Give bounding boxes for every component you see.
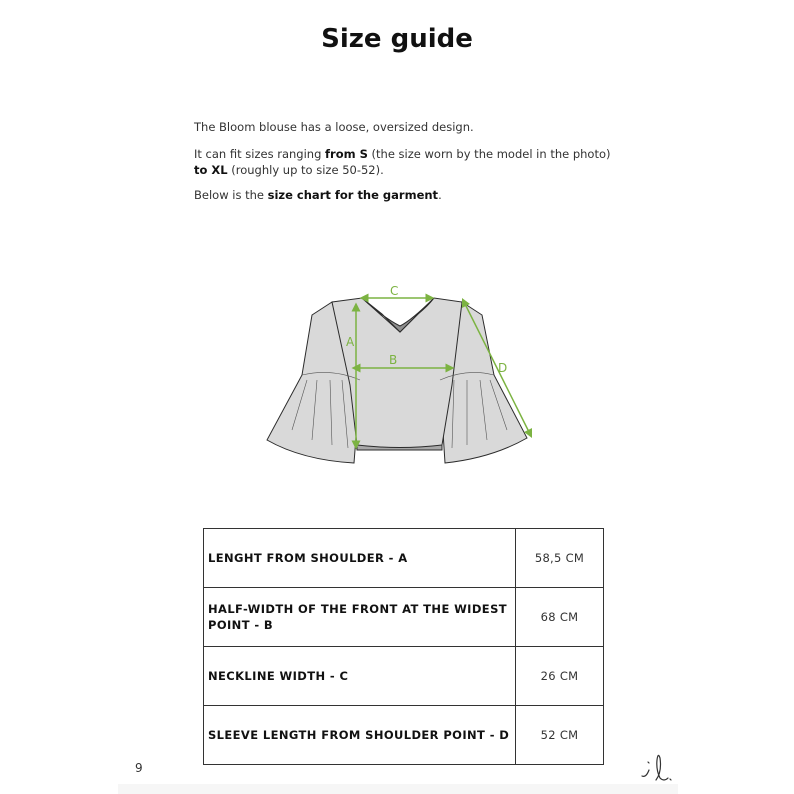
size-chart-table	[203, 528, 604, 765]
intro-text: .	[438, 188, 442, 202]
blouse-illustration	[262, 280, 540, 470]
intro-text: Below is the	[194, 188, 268, 202]
measurement-label: NECKLINE WIDTH - C	[204, 647, 516, 706]
measurement-label: HALF-WIDTH OF THE FRONT AT THE WIDEST POINT - B	[204, 588, 516, 647]
table-row	[204, 647, 604, 706]
measure-b-label: B	[389, 353, 398, 367]
measure-a-label: A	[346, 335, 355, 349]
measurement-value: 58,5 CM	[516, 529, 604, 588]
intro-paragraph-1	[194, 119, 624, 135]
table-row	[204, 706, 604, 765]
intro-text: (roughly up to size 50-52).	[227, 163, 384, 177]
intro-emphasis: to XL	[194, 163, 228, 177]
intro-emphasis: size chart for the garment	[267, 188, 439, 202]
footer-band	[118, 784, 678, 794]
measurement-label: SLEEVE LENGTH FROM SHOULDER POINT - D	[204, 706, 516, 765]
measurement-value: 52 CM	[516, 706, 604, 765]
table-row	[204, 588, 604, 647]
measurement-value: 26 CM	[516, 647, 604, 706]
intro-paragraph-2	[194, 146, 624, 178]
brand-logo	[636, 752, 676, 784]
intro-emphasis: from S	[325, 147, 368, 161]
intro-text: (the size worn by the model in the photo)	[367, 147, 611, 161]
measurement-value: 68 CM	[516, 588, 604, 647]
intro-paragraph-3	[194, 187, 624, 203]
measure-d-label: D	[498, 361, 508, 375]
intro-text: It can fit sizes ranging	[194, 147, 326, 161]
page-title: Size guide	[321, 24, 473, 54]
measurement-label: LENGHT FROM SHOULDER - A	[204, 529, 516, 588]
page-number: 9	[135, 761, 143, 775]
measure-c-label: C	[390, 284, 399, 298]
intro-text: The Bloom blouse has a loose, oversized design.	[194, 120, 474, 134]
table-row	[204, 529, 604, 588]
